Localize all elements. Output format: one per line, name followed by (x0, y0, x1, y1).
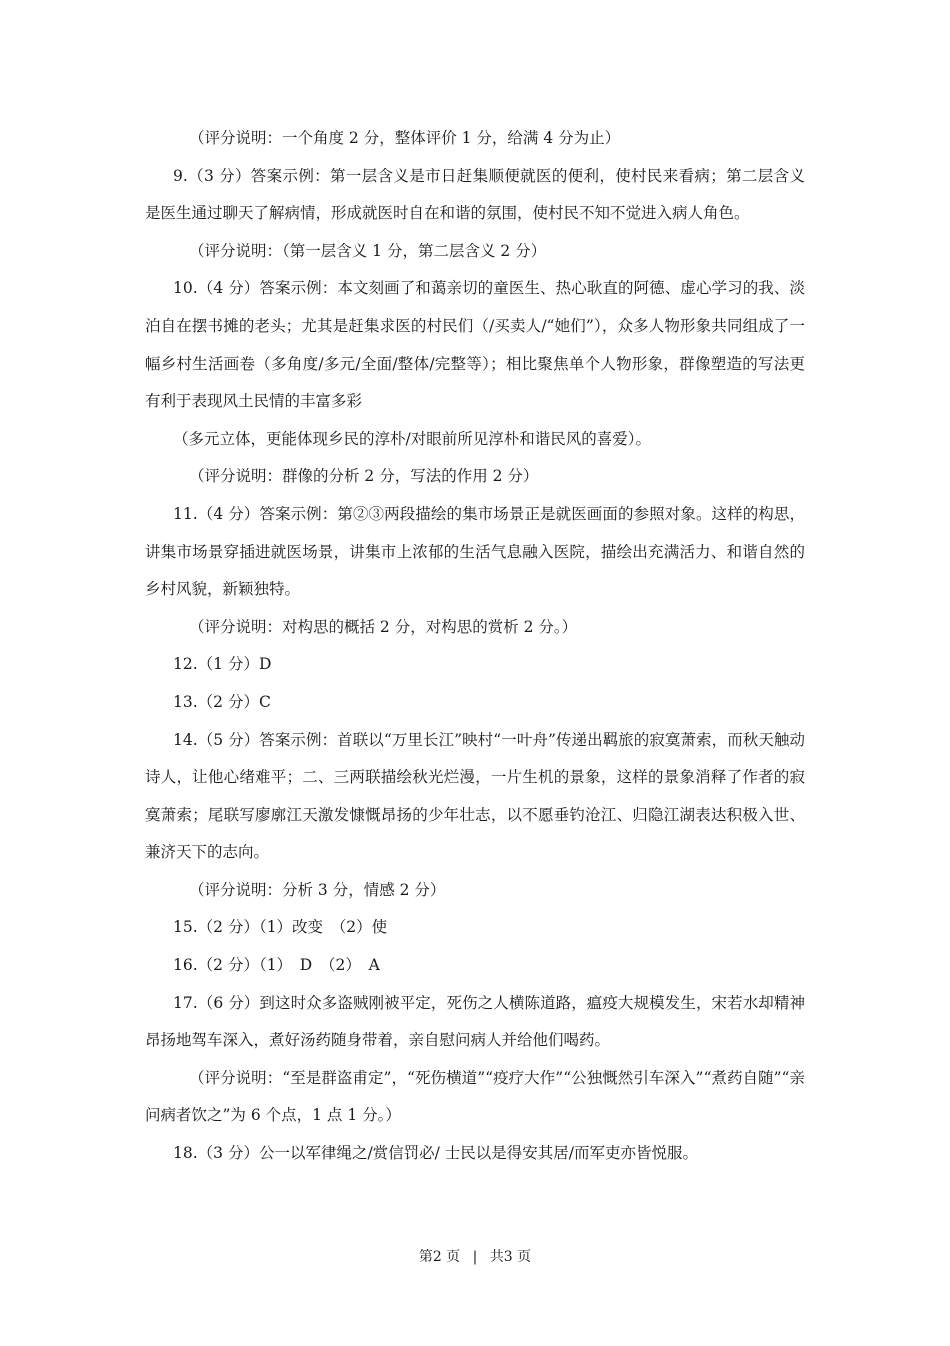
answer-content (145, 120, 805, 1173)
answer-13: 13.（2 分）C (173, 692, 271, 711)
scoring-note-8: （评分说明：一个角度 2 分，整体评价 1 分，给满 4 分为止） (189, 129, 621, 147)
answer-12: 12.（1 分）D (173, 655, 272, 674)
scoring-note-17: （评分说明：“至是群盗甫定”，“死伤横道”“疫疗大作”“公独慨然引车深入”“煮药自随”“亲问病者饮之”为 6 个点，1 点 1 分。） (145, 1068, 805, 1125)
scoring-note-9: （评分说明：（第一层含义 1 分，第二层含义 2 分） (189, 241, 547, 260)
answer-16: 16.（2 分）（1） D （2） A (173, 956, 380, 975)
scoring-note-11: （评分说明：对构思的概括 2 分，对构思的赏析 2 分。） (189, 617, 578, 636)
answer-18: 18.（3 分）公一以军律绳之/赏信罚必/ 士民以是得安其居/而军吏亦皆悦服。 (173, 1144, 699, 1163)
answer-10-continued: （多元立体，更能体现乡民的淳朴/对眼前所见淳朴和谐民风的喜爱）。 (173, 429, 651, 448)
answer-17: 17.（6 分）到这时众多盗贼刚被平定，死伤之人横陈道路，瘟疫大规模发生，宋若水却精神昂扬地驾车深入，煮好汤药随身带着，亲自慰问病人并给他们喝药。 (145, 993, 805, 1050)
footer-separator: | (472, 1249, 478, 1265)
scoring-note-10: （评分说明：群像的分析 2 分，写法的作用 2 分） (189, 467, 539, 486)
total-pages-label: 共3 页 (489, 1249, 532, 1265)
scoring-note-14: （评分说明：分析 3 分，情感 2 分） (189, 880, 446, 899)
answer-11: 11.（4 分）答案示例：第②③两段描绘的集市场景正是就医画面的参照对象。这样的构思，讲集市场景穿插进就医场景，讲集市上浓郁的生活气息融入医院，描绘出充满活力、和谐自然的乡村风貌，新颖独特。 (145, 504, 805, 599)
answer-9: 9.（3 分）答案示例：第一层含义是市日赶集顺便就医的便利，使村民来看病；第二层含义是医生通过聊天了解病情，形成就医时自在和谐的氛围，使村民不知不觉进入病人角色。 (145, 166, 805, 223)
answer-14: 14.（5 分）答案示例：首联以“万里长江”映村“一叶舟”传递出羁旅的寂寞萧索，而秋天触动诗人，让他心绪难平；二、三两联描绘秋光烂漫，一片生机的景象，这样的景象消释了作者的寂寞萧索；尾联写廖廓江天激发慷慨昂扬的少年壮志，以不愿垂钓沧江、归隐江湖表达积极入世、兼济天下的志向。 (145, 730, 805, 862)
answer-10: 10.（4 分）答案示例：本文刻画了和蔼亲切的童医生、热心耿直的阿德、虚心学习的我、淡泊自在摆书摊的老头；尤其是赶集求医的村民们（/买卖人/“她们”），众多人物形象共同组成了一幅乡村生活画卷（多角度/多元/全面/整体/完整等）；相比聚焦单个人物形象，群像塑造的写法更有利于表现风土民情的丰富多彩 (145, 279, 805, 411)
page-footer (0, 1246, 950, 1266)
answer-15: 15.（2 分）（1）改变 （2）使 (173, 918, 388, 937)
current-page-label: 第2 页 (418, 1249, 461, 1265)
